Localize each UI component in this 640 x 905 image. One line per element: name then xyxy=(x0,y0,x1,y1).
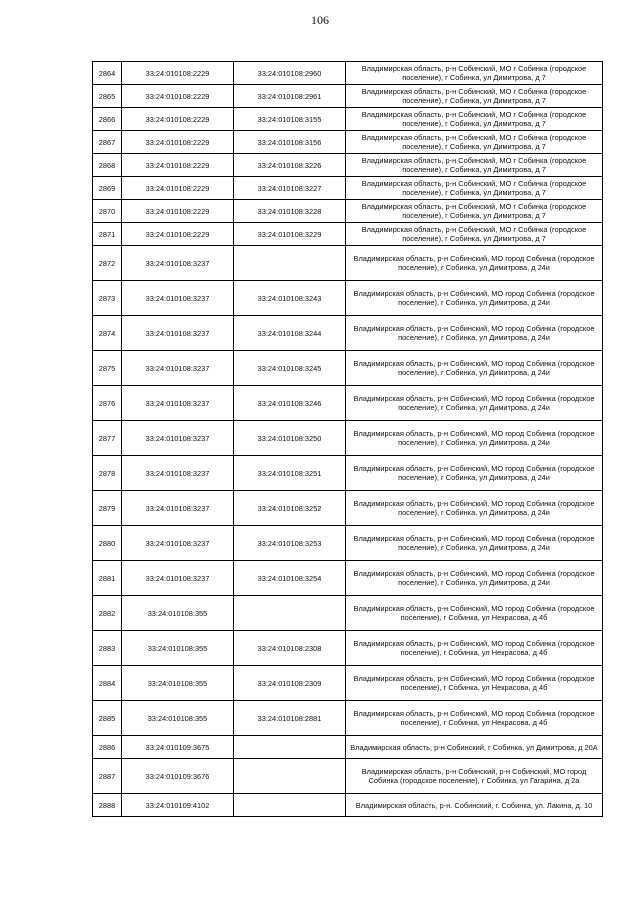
object-cadastral-cell: 33:24:010108:2961 xyxy=(234,85,346,108)
address-cell: Владимирская область, р-н Собинский, МО г Собинка (городское поселение), г Собинка, ул Димитрова, д 7 xyxy=(346,108,603,131)
source-cadastral-cell: 33:24:010108:3237 xyxy=(122,316,234,351)
table-row xyxy=(93,701,603,736)
object-cadastral-cell: 33:24:010108:3246 xyxy=(234,386,346,421)
row-number-cell: 2868 xyxy=(93,154,122,177)
row-number-cell: 2887 xyxy=(93,759,122,794)
source-cadastral-cell: 33:24:010108:2229 xyxy=(122,85,234,108)
address-cell: Владимирская область, р-н. Собинский, г. Собинка, ул. Лакина, д. 10 xyxy=(346,794,603,817)
source-cadastral-cell: 33:24:010109:4102 xyxy=(122,794,234,817)
table-row xyxy=(93,421,603,456)
object-cadastral-cell: 33:24:010108:3252 xyxy=(234,491,346,526)
row-number-cell: 2864 xyxy=(93,62,122,85)
address-cell: Владимирская область, р-н Собинский, МО г Собинка (городское поселение), г Собинка, ул Димитрова, д 7 xyxy=(346,200,603,223)
source-cadastral-cell: 33:24:010108:2229 xyxy=(122,223,234,246)
object-cadastral-cell: 33:24:010108:2960 xyxy=(234,62,346,85)
source-cadastral-cell: 33:24:010108:3237 xyxy=(122,561,234,596)
source-cadastral-cell: 33:24:010108:355 xyxy=(122,596,234,631)
table-row xyxy=(93,759,603,794)
cadastral-table xyxy=(92,61,603,817)
table-row xyxy=(93,316,603,351)
source-cadastral-cell: 33:24:010108:3237 xyxy=(122,456,234,491)
object-cadastral-cell: 33:24:010108:3156 xyxy=(234,131,346,154)
address-cell: Владимирская область, р-н Собинский, МО город Собинка (городское поселение), г Собинка, ул Димитрова, д 24и xyxy=(346,456,603,491)
address-cell: Владимирская область, р-н Собинский, р-н Собинский, МО город Собинка (городское поселение), г Собинка, ул Гагарина, д 2а xyxy=(346,759,603,794)
object-cadastral-cell: 33:24:010108:3254 xyxy=(234,561,346,596)
object-cadastral-cell: 33:24:010108:3229 xyxy=(234,223,346,246)
source-cadastral-cell: 33:24:010108:3237 xyxy=(122,526,234,561)
row-number-cell: 2874 xyxy=(93,316,122,351)
row-number-cell: 2885 xyxy=(93,701,122,736)
source-cadastral-cell: 33:24:010108:3237 xyxy=(122,421,234,456)
object-cadastral-cell: 33:24:010108:2309 xyxy=(234,666,346,701)
source-cadastral-cell: 33:24:010108:3237 xyxy=(122,246,234,281)
table-row xyxy=(93,386,603,421)
row-number-cell: 2878 xyxy=(93,456,122,491)
row-number-cell: 2882 xyxy=(93,596,122,631)
table-row xyxy=(93,561,603,596)
row-number-cell: 2870 xyxy=(93,200,122,223)
table-row xyxy=(93,246,603,281)
source-cadastral-cell: 33:24:010108:2229 xyxy=(122,177,234,200)
source-cadastral-cell: 33:24:010108:2229 xyxy=(122,108,234,131)
row-number-cell: 2871 xyxy=(93,223,122,246)
address-cell: Владимирская область, р-н Собинский, МО г Собинка (городское поселение), г Собинка, ул Димитрова, д 7 xyxy=(346,131,603,154)
object-cadastral-cell: 33:24:010108:3251 xyxy=(234,456,346,491)
source-cadastral-cell: 33:24:010108:2229 xyxy=(122,62,234,85)
table-row xyxy=(93,794,603,817)
object-cadastral-cell xyxy=(234,246,346,281)
table-row xyxy=(93,456,603,491)
object-cadastral-cell: 33:24:010108:3243 xyxy=(234,281,346,316)
source-cadastral-cell: 33:24:010108:3237 xyxy=(122,386,234,421)
table-row xyxy=(93,177,603,200)
source-cadastral-cell: 33:24:010108:355 xyxy=(122,666,234,701)
table-body xyxy=(93,62,603,817)
table-row xyxy=(93,154,603,177)
source-cadastral-cell: 33:24:010108:3237 xyxy=(122,491,234,526)
object-cadastral-cell: 33:24:010108:3155 xyxy=(234,108,346,131)
object-cadastral-cell: 33:24:010108:3228 xyxy=(234,200,346,223)
row-number-cell: 2872 xyxy=(93,246,122,281)
source-cadastral-cell: 33:24:010108:355 xyxy=(122,631,234,666)
row-number-cell: 2876 xyxy=(93,386,122,421)
row-number-cell: 2866 xyxy=(93,108,122,131)
object-cadastral-cell: 33:24:010108:3250 xyxy=(234,421,346,456)
address-cell: Владимирская область, р-н Собинский, МО город Собинка (городское поселение), г Собинка, ул Димитрова, д 24и xyxy=(346,526,603,561)
row-number-cell: 2865 xyxy=(93,85,122,108)
address-cell: Владимирская область, р-н Собинский, МО город Собинка (городское поселение), г Собинка, ул Димитрова, д 24и xyxy=(346,316,603,351)
object-cadastral-cell xyxy=(234,759,346,794)
source-cadastral-cell: 33:24:010109:3676 xyxy=(122,759,234,794)
row-number-cell: 2884 xyxy=(93,666,122,701)
address-cell: Владимирская область, р-н Собинский, МО город Собинка (городское поселение), г Собинка, ул Некрасова, д 4б xyxy=(346,631,603,666)
address-cell: Владимирская область, р-н Собинский, г Собинка, ул Димитрова, д 20А xyxy=(346,736,603,759)
source-cadastral-cell: 33:24:010108:2229 xyxy=(122,200,234,223)
address-cell: Владимирская область, р-н Собинский, МО город Собинка (городское поселение), г Собинка, ул Димитрова, д 24и xyxy=(346,281,603,316)
address-cell: Владимирская область, р-н Собинский, МО город Собинка (городское поселение), г Собинка, ул Димитрова, д 24и xyxy=(346,351,603,386)
address-cell: Владимирская область, р-н Собинский, МО город Собинка (городское поселение), г Собинка, ул Димитрова, д 24и xyxy=(346,386,603,421)
row-number-cell: 2869 xyxy=(93,177,122,200)
object-cadastral-cell: 33:24:010108:3244 xyxy=(234,316,346,351)
address-cell: Владимирская область, р-н Собинский, МО город Собинка (городское поселение), г Собинка, ул Некрасова, д 4б xyxy=(346,666,603,701)
page-number: 106 xyxy=(311,13,329,27)
source-cadastral-cell: 33:24:010108:3237 xyxy=(122,281,234,316)
object-cadastral-cell xyxy=(234,794,346,817)
source-cadastral-cell: 33:24:010108:2229 xyxy=(122,154,234,177)
source-cadastral-cell: 33:24:010108:2229 xyxy=(122,131,234,154)
object-cadastral-cell xyxy=(234,736,346,759)
object-cadastral-cell: 33:24:010108:2308 xyxy=(234,631,346,666)
address-cell: Владимирская область, р-н Собинский, МО город Собинка (городское поселение), г Собинка, ул Димитрова, д 24и xyxy=(346,246,603,281)
table-row xyxy=(93,62,603,85)
row-number-cell: 2879 xyxy=(93,491,122,526)
address-cell: Владимирская область, р-н Собинский, МО город Собинка (городское поселение), г Собинка, ул Некрасова, д 4б xyxy=(346,701,603,736)
address-cell: Владимирская область, р-н Собинский, МО г Собинка (городское поселение), г Собинка, ул Димитрова, д 7 xyxy=(346,62,603,85)
address-cell: Владимирская область, р-н Собинский, МО г Собинка (городское поселение), г Собинка, ул Димитрова, д 7 xyxy=(346,85,603,108)
row-number-cell: 2880 xyxy=(93,526,122,561)
row-number-cell: 2877 xyxy=(93,421,122,456)
address-cell: Владимирская область, р-н Собинский, МО г Собинка (городское поселение), г Собинка, ул Димитрова, д 7 xyxy=(346,154,603,177)
object-cadastral-cell xyxy=(234,596,346,631)
source-cadastral-cell: 33:24:010108:3237 xyxy=(122,351,234,386)
source-cadastral-cell: 33:24:010108:355 xyxy=(122,701,234,736)
table-row xyxy=(93,596,603,631)
row-number-cell: 2886 xyxy=(93,736,122,759)
address-cell: Владимирская область, р-н Собинский, МО г Собинка (городское поселение), г Собинка, ул Димитрова, д 7 xyxy=(346,177,603,200)
table-row xyxy=(93,131,603,154)
table-row xyxy=(93,491,603,526)
table-row xyxy=(93,281,603,316)
address-cell: Владимирская область, р-н Собинский, МО город Собинка (городское поселение), г Собинка, ул Димитрова, д 24и xyxy=(346,561,603,596)
table-row xyxy=(93,85,603,108)
object-cadastral-cell: 33:24:010108:3253 xyxy=(234,526,346,561)
table-row xyxy=(93,223,603,246)
object-cadastral-cell: 33:24:010108:2881 xyxy=(234,701,346,736)
object-cadastral-cell: 33:24:010108:3226 xyxy=(234,154,346,177)
table-row xyxy=(93,526,603,561)
object-cadastral-cell: 33:24:010108:3245 xyxy=(234,351,346,386)
row-number-cell: 2867 xyxy=(93,131,122,154)
object-cadastral-cell: 33:24:010108:3227 xyxy=(234,177,346,200)
table-row xyxy=(93,631,603,666)
table-row xyxy=(93,108,603,131)
address-cell: Владимирская область, р-н Собинский, МО город Собинка (городское поселение), г Собинка, ул Некрасова, д 4б xyxy=(346,596,603,631)
row-number-cell: 2883 xyxy=(93,631,122,666)
table-row xyxy=(93,736,603,759)
source-cadastral-cell: 33:24:010109:3675 xyxy=(122,736,234,759)
address-cell: Владимирская область, р-н Собинский, МО город Собинка (городское поселение), г Собинка, ул Димитрова, д 24и xyxy=(346,491,603,526)
row-number-cell: 2875 xyxy=(93,351,122,386)
row-number-cell: 2881 xyxy=(93,561,122,596)
table-row xyxy=(93,200,603,223)
address-cell: Владимирская область, р-н Собинский, МО г Собинка (городское поселение), г Собинка, ул Димитрова, д 7 xyxy=(346,223,603,246)
address-cell: Владимирская область, р-н Собинский, МО город Собинка (городское поселение), г Собинка, ул Димитрова, д 24и xyxy=(346,421,603,456)
row-number-cell: 2873 xyxy=(93,281,122,316)
row-number-cell: 2888 xyxy=(93,794,122,817)
table-row xyxy=(93,666,603,701)
table-row xyxy=(93,351,603,386)
